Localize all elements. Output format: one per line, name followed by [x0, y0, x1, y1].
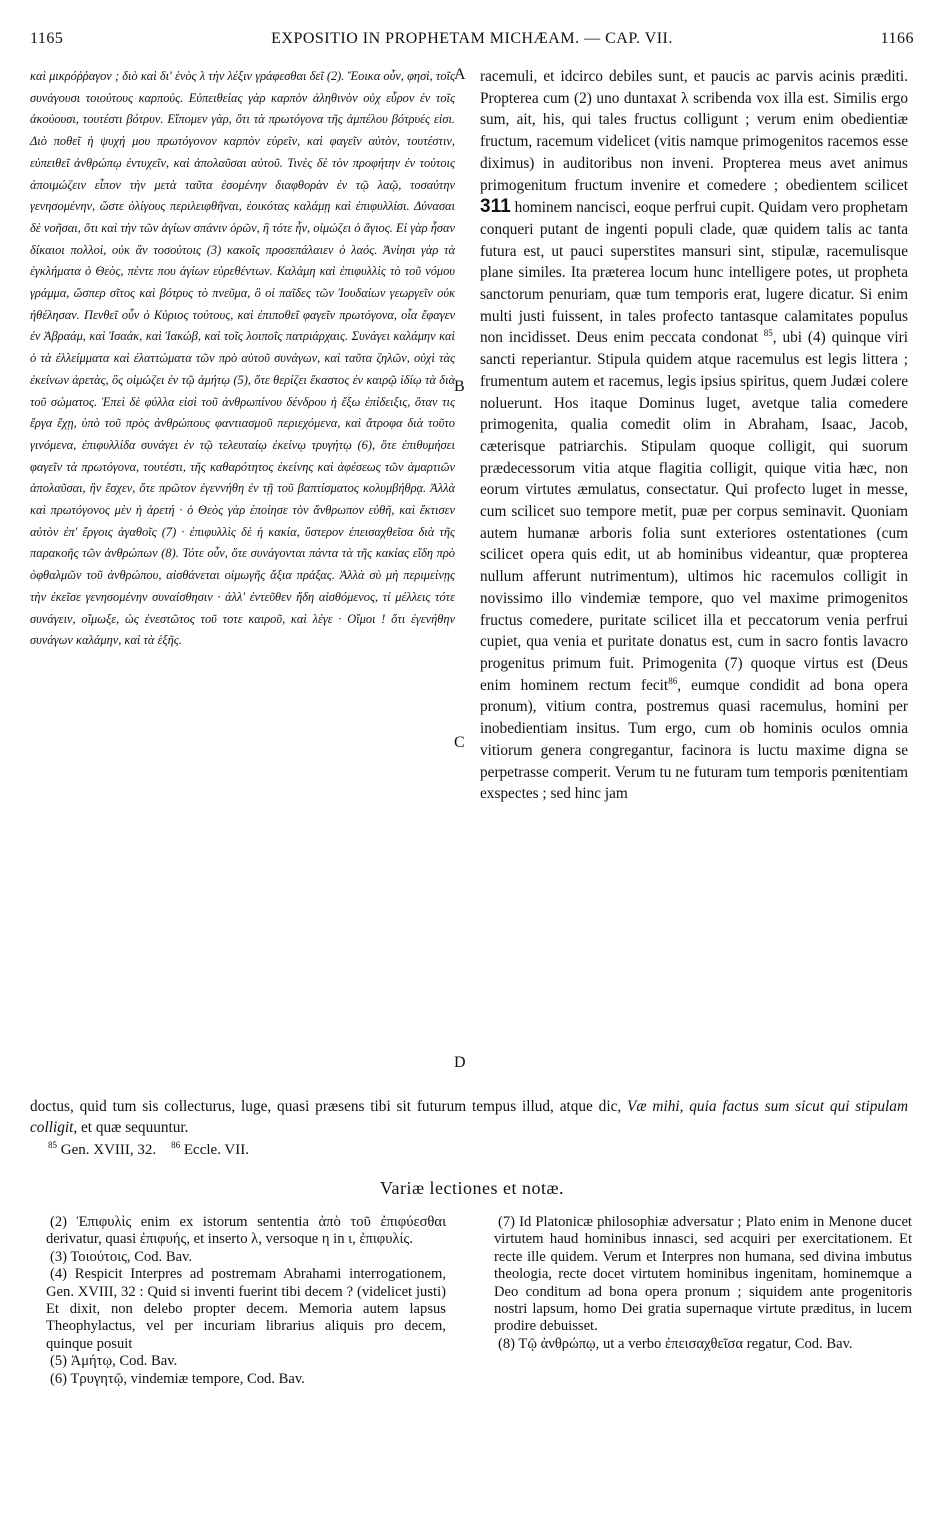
latin-column — [480, 66, 908, 805]
note-2: (2) Ἐπιφυλὶς enim ex istorum sententia ἀπὸ τοῦ ἐπιφύεσθαι derivatur, quasi ἐπιφυής, et inserto λ, versoque η in ι, ἐπιφυλίς. — [46, 1214, 446, 1248]
spanning-tail: et quæ sequuntur. — [81, 1119, 189, 1136]
greek-text: καὶ μικρόῤῥαγον ; διὸ καὶ δι' ἑνὸς λ τὴν λέξιν γράφεσθαι δεῖ (2). Ἔοικα οὖν, φησὶ, τοῖς συνάγουσι τοιούτους καρπούς. Εὐπειθείας γὰρ καρπὸν ἀληθινὸν οὐχ εὗρον ἐν τοῖς ἀκούουσι, τουτέστι βότρυν. Εἴπομεν γὰρ, ὅτι τὰ πρωτόγονα τῆς ἀμπέλου βότρυές εἰσι. Διὸ ποθεῖ ἡ ψυχή μου πρωτόγονον καρπὸν εὑρεῖν, καὶ φαγεῖν αὐτὸν, τουτέστιν, εὐπειθεῖ ἀνθρώπῳ ἐντυχεῖν, καὶ ἀπολαῦσαι αὐτοῦ. Τινὲς δὲ τὸν προφήτην ἐν τούτοις ἀποιμώζειν εἶπον τὴν μετὰ ταῦτα ἐσομένην διαφθορὰν ἐν τῷ λαῷ, τοσαύτην γενησομένην, ὥστε ὀλίγους περιλειφθῆναι, ἐοικότας καλάμῃ καὶ ἐπιφυλλίσι. Δύνασαι δὲ νοῆσαι, ὅτι καὶ τὴν τῶν ἁγίων σπάνιν ὁρῶν, ἣ τότε ἦν, οἰμώζει ὁ ἅγιος. Εἰ γὰρ ἦσαν δίκαιοι πολλοὶ, οὐκ ἂν τοσούτοις (3) κακοῖς προσεπάλαιεν ὁ λαός. Ἀνίησι γὰρ τὰ ἐγκλήματα ὁ Θεὸς, πέντε που ἁγίων εὑρεθέντων. Καλάμη καὶ ἐπιφυλλὶς τὸ τοῦ νόμου γράμμα, ὥσπερ σῖτος καὶ βότρυς τὸ πνεῦμα, ὃ οἱ παῖδες τῶν Ἰουδαίων γεωργεῖν οὐκ ἠθέλησαν. Πενθεῖ οὖν ὁ Κύριος τούτους, καὶ ἐπιποθεῖ φαγεῖν πρωτόγονα, οἷα ἔφαγεν ἐν Ἀβραάμ, καὶ Ἰσαάκ, καὶ Ἰακώβ, καὶ τοῖς λοιποῖς πατριάρχαις. Συνάγει καλάμην καὶ ὁ τὰ ἐλλείμματα καὶ ἐλαττώματα τῶν πρὸ αὐτοῦ συνάγων, καὶ ταῦτα ζηλῶν, οὐχὶ τὰς ἐκείνων ἀρετὰς, ὃς οἰμώζει ἐν τῷ ἀμήτῳ (5), ὅτε θερίζει ἕκαστος ἐν καιρῷ ἰδίῳ τὰ διὰ τοῦ σώματος. Ἐπεὶ δὲ φύλλα εἰσὶ τοῦ ἀνθρωπίνου δένδρου ἡ ἔξω ἐπίδειξις, ὅταν τις ἔργα ἔχῃ, ὑπὸ τοῦ πρὸς ἀνθρώπους φαντιασμοῦ περιεχόμενα, καὶ ἄτροφα διὰ τοῦτο γινόμενα, ἐπιφυλλίδα συνάγει ἐν τῷ τελευταίῳ ἐκείνῳ τρυγήτῳ (6), ὅτε ἐπιθυμήσει φαγεῖν τὰ πρωτόγονα, τουτέστι, τῆς καθαρότητος ἐκείνης καὶ ἀφέσεως τῶν ἁμαρτιῶν ἀπολαῦσαι, ἣν ἔσχεν, ὅτε πρῶτον ἐγεννήθη ἐν τῇ τοῦ βαπτίσματος κολυμβήθρᾳ. Ἀλλὰ καὶ πρωτόγονος μὲν ἡ ἀρετή · ὁ Θεὸς γὰρ ἐποίησε τὸν ἄνθρωπον εὐθῆ, καὶ ἔκτισεν αὐτὸν ἐπ' ἔργοις ἀγαθοῖς (7) · ἐπιφυλλὶς δὲ ἡ κακία, ὕστερον ἐπεισαχθεῖσα διὰ τῆς παρακοῆς τῶν ἀνθρώπων (8). Τότε οὖν, ὅτε συνάγονται πάντα τὰ τῆς κακίας εἴδη πρὸ ὀφθαλμῶν τοῦ ἀνθρώπου, αἰσθάνεται οἰμωγῆς ἄξια πράξας. Ἀλλὰ σὺ μὴ περιμείνῃς τὴν ἐκεῖσε γενησομένην συναίσθησιν · ἀλλ' ἐντεῦθεν ἤδη αἰσθόμενος, τί μέλλεις τότε συνάγειν, οἴμωξε, ὡς ἐνεστῶτος τοῦ τοτε καιροῦ, καὶ λέγε · Οἴμοι ! ὅτι ἐγενήθην συνάγων καλάμην, καὶ τὰ ἑξῆς. — [30, 69, 455, 648]
note-3: (3) Τοιούτοις, Cod. Bav. — [50, 1248, 193, 1265]
column-number: 311 — [480, 196, 511, 218]
page-header — [30, 30, 914, 54]
page-number-left: 1165 — [30, 30, 64, 47]
latin-text-part-2: hominem nancisci, eoque perfrui cupit. Quidam vero prophetam conqueri putant de ingenti populi clade, quæ quidem talis ac tanta futura est, ut pauci superstites mansuri sint, stipulæ, racemulisque plane similes. Ita præterea locum hunc intelligere potes, ut propheta sanctorum penuriam, quæ tum temporis erat, lugere dicatur. Si enim multi justi fuissent, in tales profecto tantasque calamitates populus non incidisset. Deus enim peccata condonat — [480, 199, 908, 347]
page-number-right: 1166 — [880, 30, 914, 47]
spanning-text: doctus, quid tum sis collecturus, luge, quasi præsens tibi sit futurum tempus illud, atque dic, — [30, 1098, 622, 1115]
footnote-ref-85: 85 — [763, 328, 773, 339]
latin-text — [480, 66, 908, 805]
spanning-paragraph — [30, 1096, 908, 1138]
scripture-references — [48, 1142, 249, 1159]
section-marker-a: A — [454, 66, 466, 83]
ref-85-number: 85 — [48, 1140, 57, 1150]
footnote-ref-86: 86 — [668, 675, 678, 686]
latin-text-part-4: , eumque condidit ad bona opera pronum), vitium contra, postremus quasi racemulus, homini per inobedientiam insitus. Tum ergo, cum ob hominis oculos omnia vitiorum genera congregantur, facinora is luctu maxime digna se perpetrasse comperit. Verum tu ne futuram tum temporis pœnitentiam exspectes ; sed hinc jam — [480, 676, 908, 803]
spanning-quote: Væ mihi, quia factus sum sicut qui stipulam colligit, — [30, 1098, 908, 1136]
latin-text-part-3: , ubi (4) quinque viri sancti reperiantur. Stipula quidem atque racemulus est legis littera ; frumentum autem et racemus, legis ipsius spiritus, quem Judæi colere noluerunt. Hos itaque Dominus luget, avetque talia comedere primogenita, qualia comedit olim in Abraham, Isaac, Jacob, cæterisque patriarchis. Stipulam quoque colligit, qui suorum prædecessorum vitia atque flagitia colligit, quique vitia hæc, non eorum virtutes æmulatus, consectatur. Qui profecto luget in messe, cum scilicet suo tempore metit, puæ per corpus seminavit. Quoniam autem humanæ arboris folia sunt exteriores ostentationes (cum scilicet opera quis edit, ut ab hominibus videantur, quæ propterea nullum afferunt nutrimentum), ultimos hic racemulos colligit in novissimo illo vindemiæ tempore, quo vel maxime primogenitos fructus comedere, puritate scilicet illa et peccatorum venia perfrui cupiet, qua venia et puritate donatus est, cum in sacro fontis lavacro progenitus primum fuit. Primogenita (7) quoque virtus est (Deus enim hominem rectum fecit — [480, 329, 909, 694]
note-5: (5) Ἀμήτῳ, Cod. Bav. — [50, 1353, 178, 1370]
notes-left-column — [46, 1214, 446, 1388]
ref-85-text: Gen. XVIII, 32. — [60, 1142, 157, 1158]
ref-86-number: 86 — [171, 1140, 181, 1150]
note-7: (7) Id Platonicæ philosophiæ adversatur ; Plato enim in Menone ducet virtutem haud hominibus innasci, sed acquiri per exercitationem. Et recte ille quidem. Verum et Interpres non humana, sed divina imbutus theologia, recte docet virtutem hominibus ingenitam, hominemque a Deo conditum ad bona opera pronum ; siquidem ante progenitoris nostri lapsum, homo Dei gratia supernaque virtute præditus, in lucem prodire debuisset. — [494, 1214, 912, 1335]
note-8: (8) Τῷ ἀνθρώπῳ, ut a verbo ἐπεισαχθεῖσα regatur, Cod. Bav. — [498, 1335, 853, 1352]
section-marker-c: C — [454, 734, 465, 751]
note-4: (4) Respicit Interpres ad postremam Abrahami interrogationem, Gen. XVIII, 32 : Quid si inventi fuerint tibi decem ? (videlicet justi) Et dixit, non delebo propter decem. Memoria autem lapsus Theophylactus, vel per incuriam librarius aliquis pro decem, quinque posuit — [46, 1266, 446, 1352]
running-title: EXPOSITIO IN PROPHETAM MICHÆAM. — CAP. VII. — [271, 30, 673, 47]
section-marker-d: D — [454, 1054, 466, 1071]
section-marker-b: B — [454, 378, 465, 395]
latin-text-part-1: racemuli, et idcirco debiles sunt, et paucis ac parvis acinis præditi. Propterea cum (2) uno duntaxat λ scribenda vox illa est. Similis ergo sum, ait, his, qui tales fructus colligunt ; verum enim obedientiæ fructum, racemum videlicet (vitis namque primogenitos racemos esse diximus) in auditoribus non inveni. Propterea meus avet animus primogenitum fructum invenire et comedere ; obedientem scilicet — [480, 68, 908, 194]
notes-right-column — [494, 1214, 912, 1353]
note-6: (6) Τρυγητῷ, vindemiæ tempore, Cod. Bav. — [50, 1370, 305, 1387]
variae-lectiones-title: Variæ lectiones et notæ. — [380, 1178, 564, 1198]
greek-column — [30, 66, 455, 652]
ref-86-text: Eccle. VII. — [183, 1142, 249, 1158]
